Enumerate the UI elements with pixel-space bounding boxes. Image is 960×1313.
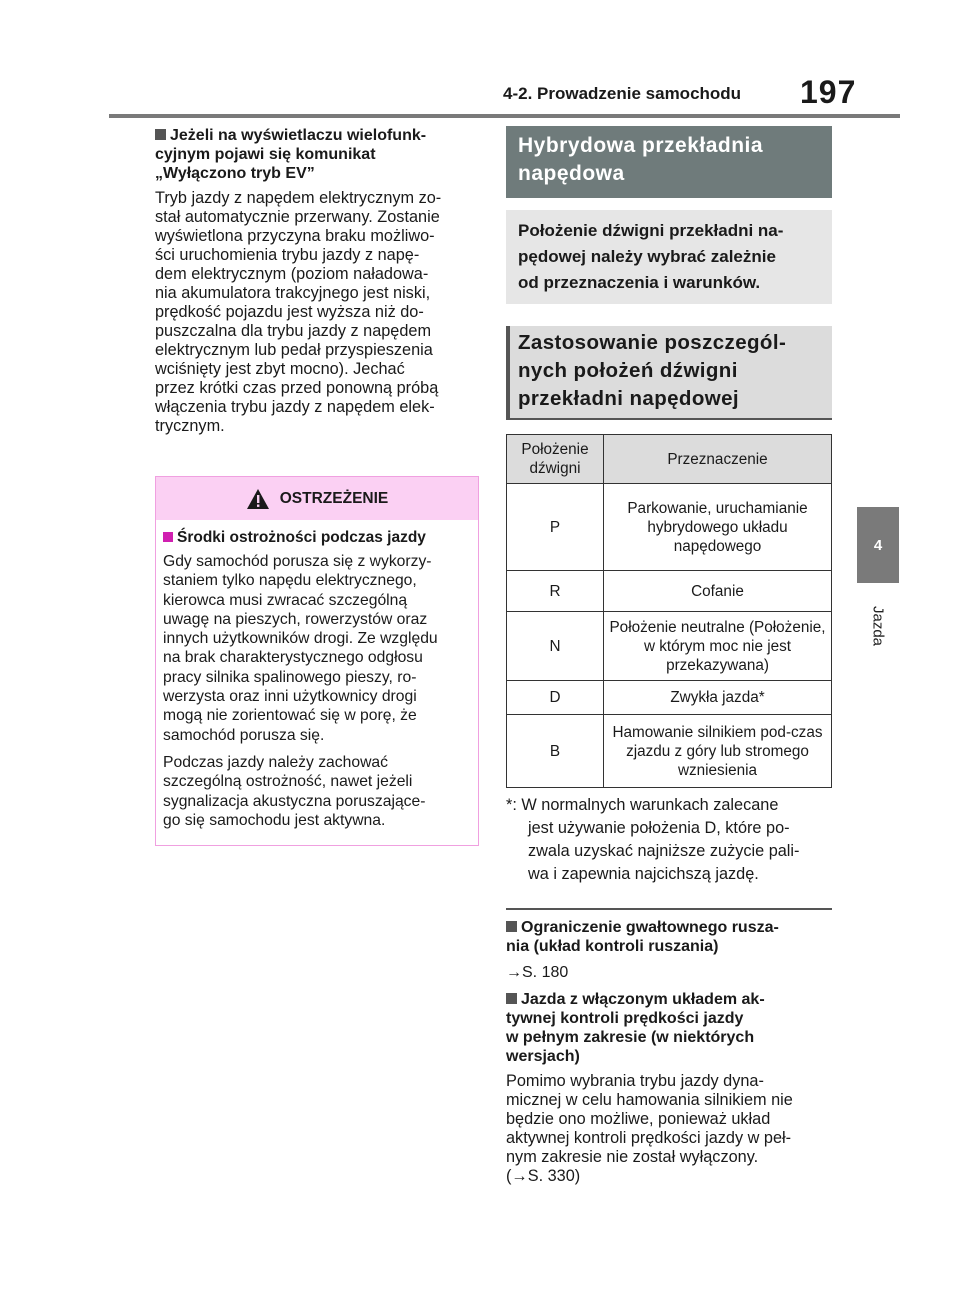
warning-subheading-text: Środki ostrożności podczas jazdy (177, 529, 426, 546)
footnote-line: jest używanie położenia D, które po- (528, 819, 790, 837)
cruise-control-body (506, 1072, 832, 1186)
body-line: micznej w celu hamowania silnikiem nie (506, 1090, 793, 1109)
table-row (507, 612, 832, 681)
gear-purpose: Cofanie (604, 571, 832, 612)
body-line: przez krótki czas przed ponowną próbą (155, 379, 439, 397)
bullet-square-icon (163, 532, 173, 542)
warning-line: Podczas jazdy należy zachować (163, 753, 388, 771)
gear-purpose: Zwykła jazda* (604, 681, 832, 715)
heading-line: cyjnym pojawi się komunikat (155, 146, 376, 163)
left-column (155, 126, 477, 436)
chapter-label: Jazda (869, 605, 887, 647)
warning-line: mogą nie zorientować się w porę, że (163, 707, 417, 725)
table-row (507, 681, 832, 715)
warning-line: kierowca musi zwracać szczególną (163, 591, 408, 609)
gear-position: N (507, 612, 604, 681)
bullet-square-icon (155, 129, 166, 140)
warning-line: samochód porusza się. (163, 726, 325, 744)
footnote-line: wa i zapewnia najcichszą jazdę. (528, 865, 759, 883)
body-line: nym zakresie nie został wyłączony. (506, 1147, 759, 1166)
col-header-purpose: Przeznaczenie (604, 435, 832, 484)
heading-line: tywnej kontroli prędkości jazdy (506, 1009, 744, 1027)
heading-line: Jazda z włączonym układem ak- (521, 990, 765, 1008)
warning-line: szczególną ostrożność, nawet jeżeli (163, 773, 413, 791)
heading-line: w pełnym zakresie (w niektórych (506, 1028, 755, 1046)
banner-line: napędowa (518, 162, 625, 185)
section-heading (506, 326, 832, 420)
divider (506, 908, 832, 910)
heading-line: nia (układ kontroli ruszania) (506, 937, 719, 955)
intro-line: Położenie dźwigni przekładni na- (518, 221, 784, 240)
body-line: prędkość pojazdu jest wyższa niż do- (155, 303, 424, 321)
footnote-line: *: W normalnych warunkach zalecane (506, 796, 779, 814)
body-line: puszczalna dla trybu jazdy z napędem (155, 322, 432, 340)
gear-position: D (507, 681, 604, 715)
warning-subheading (163, 528, 470, 547)
warning-line: werzysta oraz inni użytkownicy drogi (163, 688, 417, 706)
cruise-control-heading (506, 990, 832, 1066)
table-row (507, 484, 832, 571)
warning-body (156, 520, 478, 830)
warning-paragraph-1 (163, 552, 470, 745)
body-line: ści uruchomienia trybu jazdy z napę- (155, 246, 420, 264)
body-line: Tryb jazdy z napędem elektrycznym zo- (155, 189, 442, 207)
heading-line: Jeżeli na wyświetlaczu wielofunk- (170, 127, 427, 144)
body-line: wciśnięty jest zbyt mocno). Jechać (155, 360, 405, 378)
ev-mode-body (155, 189, 477, 436)
table-header-row (507, 435, 832, 484)
page-reference: →S. 180 (506, 963, 569, 981)
ev-mode-heading (155, 126, 477, 183)
body-line: trycznym. (155, 417, 225, 435)
warning-paragraph-2 (163, 753, 470, 830)
warning-line: pracy silnika spalinowego pieszy, ro- (163, 668, 417, 686)
launch-control-heading (506, 918, 832, 956)
section-line: nych położeń dźwigni (518, 359, 738, 382)
section-title: 4-2. Prowadzenie samochodu (503, 84, 742, 103)
gear-table (506, 434, 832, 788)
warning-title: OSTRZEŻENIE (279, 489, 389, 507)
body-line: aktywnej kontroli prędkości jazdy w peł- (506, 1128, 792, 1147)
warning-header (156, 477, 478, 520)
body-line: wyświetlona przyczyna braku możliwo- (155, 227, 435, 245)
body-line: włączenia trybu jazdy z napędem elek- (155, 398, 435, 416)
warning-line: innych użytkowników drogi. Ze względu (163, 630, 438, 648)
body-line: dem elektrycznym (poziom naładowa- (155, 265, 429, 283)
body-line: będzie ono możliwe, ponieważ układ (506, 1109, 771, 1128)
body-line: stał automatycznie przerwany. Zostanie (155, 208, 440, 226)
section-line: Zastosowanie poszczegól- (518, 331, 787, 354)
gear-purpose: Położenie neutralne (Położenie, w którym moc nie jest przekazywana) (604, 612, 832, 681)
col-header-position: Położenie dźwigni (507, 435, 604, 484)
table-row (507, 715, 832, 788)
warning-line: Gdy samochód porusza się z wykorzy- (163, 553, 432, 570)
body-line: Pomimo wybrania trybu jazdy dyna- (506, 1071, 764, 1090)
gear-position: P (507, 484, 604, 571)
body-line: nia akumulatora trakcyjnego jest niski, (155, 284, 431, 302)
table-footnote (506, 794, 832, 886)
warning-box (155, 476, 479, 846)
chapter-tab (857, 507, 899, 583)
warning-triangle-icon (246, 488, 270, 510)
footnote-line: zwala uzyskać najniższe zużycie pali- (528, 842, 800, 860)
body-line: elektrycznym lub pedał przyspieszenia (155, 341, 433, 359)
page-number: 197 (800, 74, 857, 110)
gear-position: B (507, 715, 604, 788)
heading-line: Ograniczenie gwałtownego rusza- (521, 918, 779, 936)
warning-line: staniem tylko napędu elektrycznego, (163, 572, 417, 590)
gear-purpose: Hamowanie silnikiem pod-czas zjazdu z góry lub stromego wzniesienia (604, 715, 832, 788)
section-line: przekładni napędowej (518, 387, 740, 410)
bullet-square-icon (506, 993, 517, 1004)
warning-line: go się samochodu jest aktywna. (163, 811, 386, 829)
intro-box (506, 210, 832, 304)
transmission-banner (506, 126, 832, 198)
heading-line: wersjach) (506, 1047, 580, 1065)
table-row (507, 571, 832, 612)
warning-line: na brak charakterystycznego odgłosu (163, 649, 423, 667)
banner-line: Hybrydowa przekładnia (518, 134, 764, 157)
intro-line: od przeznaczenia i warunków. (518, 273, 761, 292)
intro-line: pędowej należy wybrać zależnie (518, 247, 776, 266)
gear-purpose: Parkowanie, uruchamianie hybrydowego układu napędowego (604, 484, 832, 571)
bullet-square-icon (506, 921, 517, 932)
chapter-number: 4 (873, 536, 883, 554)
right-column (506, 126, 832, 1186)
heading-line: „Wyłączono tryb EV” (155, 165, 315, 182)
header-rule (109, 114, 900, 118)
warning-line: uwagę na pieszych, rowerzystów oraz (163, 610, 428, 628)
warning-line: sygnalizacja akustyczna poruszające- (163, 792, 426, 810)
gear-position: R (507, 571, 604, 612)
body-line: (→S. 330) (506, 1166, 581, 1185)
